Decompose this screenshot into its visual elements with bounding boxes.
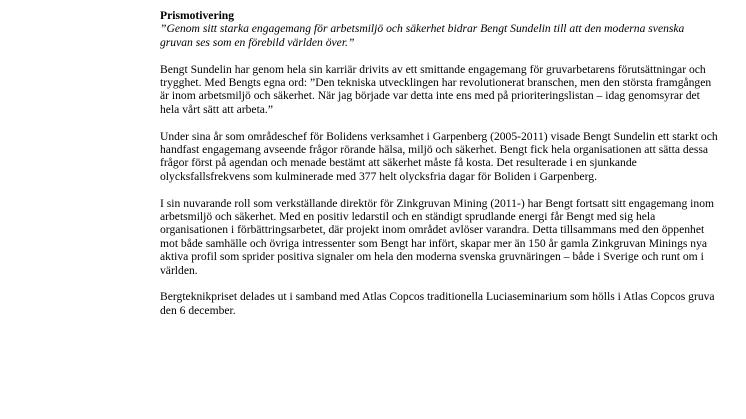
document-body [160,9,720,317]
motivation-quote: ”Genom sitt starka engagemang för arbetsmiljö och säkerhet bidrar Bengt Sundelin till att den moderna svenska gruvan ses som en förebild världen över.” [160,22,685,49]
paragraph-award: Bergteknikpriset delades ut i samband med Atlas Copcos traditionella Luciaseminarium som hölls i Atlas Copcos gruva den 6 december. [160,290,715,317]
paragraph-career: Bengt Sundelin har genom hela sin karriär drivits av ett smittande engagemang för gruvarbetarens förutsättningar och trygghet. Med Bengts egna ord: ”Den tekniska utvecklingen har revolutionerat branschen, men den största framgången är inom arbetsmiljö och säkerhet. När jag började var detta inte ens med på prioriteringslistan – idag genomsyrar det hela vårt sätt att arbeta.” [160,62,712,116]
paragraph-garpenberg: Under sina år som områdeschef för Bolidens verksamhet i Garpenberg (2005-2011) visade Bengt Sundelin ett starkt och handfast engagemang avseende frågor rörande hälsa, miljö och säkerhet. Bengt fick hela organisationen att sätta dessa frågor först på agendan och menade bestämt att säkerhet måste få kosta. Det resulterade i en sjunkande olycksfallsfrekvens som kulminerade med 377 helt olycksfria dagar för Boliden i Garpenberg. [160,129,718,183]
paragraph-zinkgruvan: I sin nuvarande roll som verkställande direktör för Zinkgruvan Mining (2011-) har Bengt fortsatt sitt engagemang inom arbetsmiljö och säkerhet. Med en positiv ledarstil och en ständigt sprudlande energi får Bengt med sig hela organisationen i förbättringsarbetet, där projekt inom området avlöser varandra. Detta tillsammans med den öppenhet mot både samhälle och övriga intressenter som Bengt har infört, skapar mer än 150 år gamla Zinkgruvan Minings nya aktiva profil som sprider positiva signaler om hela den moderna svenska gruvnäringen – både i Sverige och runt om i världen. [160,196,715,277]
heading: Prismotivering [160,9,235,22]
